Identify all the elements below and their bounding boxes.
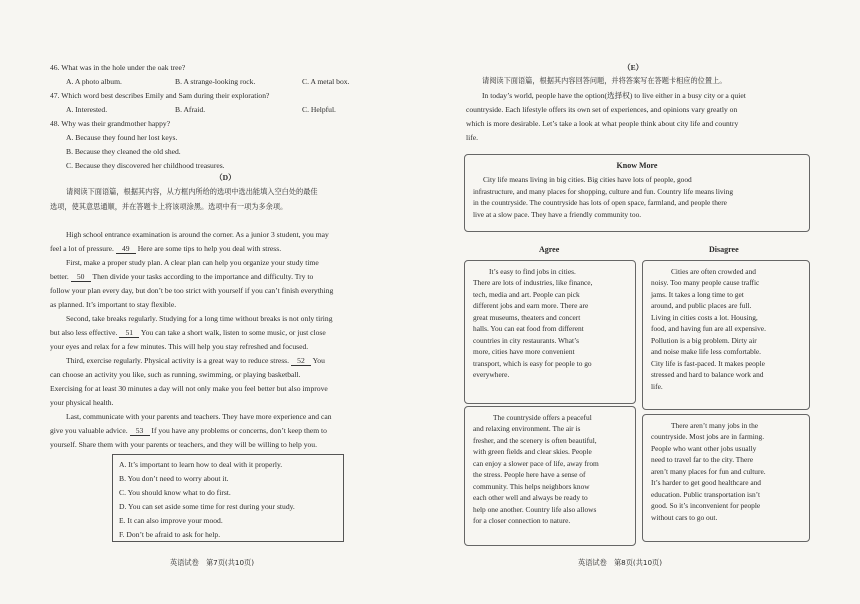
agree-city-line-7: countries in city restaurants. What’s (473, 335, 579, 345)
agree-country-line-2: and relaxing environment. The air is (473, 424, 581, 434)
agree-city-line-10: everywhere. (473, 370, 510, 380)
disagree-city-line-4: around, and public places are full. (651, 301, 752, 311)
right-page (430, 0, 860, 604)
text-segment: If you have any problems or concerns, don’t keep them to (151, 426, 327, 435)
text-segment: feel a lot of pressure. (50, 244, 114, 253)
intro-line-3: which is more desirable. Let’s take a look at what people think about city life and country (466, 119, 739, 128)
intro-line-4: life. (466, 133, 479, 142)
agree-city-line-6: halls. You can eat food from different (473, 324, 584, 334)
passage-d-p2-line-2 (50, 271, 313, 282)
passage-d-p1-line-2 (50, 243, 281, 254)
passage-d-p1-line-1: High school entrance examination is around the corner. As a junior 3 student, you may (66, 230, 329, 239)
intro-line-2: countryside. Each lifestyle offers its own set of experiences, and opinions vary greatly on (466, 105, 738, 114)
agree-country-line-6: the stress. People here have a sense of (473, 470, 586, 480)
passage-d-p4-line-1 (66, 355, 325, 366)
disagree-city-line-7: Pollution is a big problem. Dirty air (651, 335, 757, 345)
q46-option-a: A. A photo album. (66, 77, 122, 86)
text-segment: better. (50, 272, 69, 281)
question-47-stem: 47. Which word best describes Emily and Sam during their exploration? (50, 91, 270, 100)
know-more-title: Know More (616, 161, 658, 170)
passage-d-p3-line-3: your eyes and relax for a few minutes. This will help you stay refreshed and focused. (50, 342, 309, 351)
agree-heading: Agree (539, 245, 560, 254)
disagree-country-line-8: good. So it’s inconvenient for people (651, 501, 761, 511)
disagree-city-line-8: and noise make life less comfortable. (651, 347, 762, 357)
passage-d-p4-line-4: your physical health. (50, 398, 114, 407)
know-more-line-4: live at a slow pace. They have a friendly community too. (473, 209, 642, 219)
passage-d-p2-line-4: as planned. It’s important to stay flexible. (50, 300, 177, 309)
disagree-city-line-11: life. (651, 381, 663, 391)
text-segment: but also less effective. (50, 328, 118, 337)
text-segment: give you valuable advice. (50, 426, 128, 435)
option-a: A. It’s important to learn how to deal with it properly. (119, 460, 283, 469)
agree-city-line-2: There are lots of industries, like finance, (473, 278, 593, 288)
disagree-country-line-6: It’s harder to get good healthcare and (651, 478, 761, 488)
agree-city-line-4: different jobs and earn more. There are (473, 301, 589, 311)
blank-49: 49 (116, 244, 136, 254)
passage-d-p3-line-1: Second, take breaks regularly. Studying for a long time without breaks is not only tiring (66, 314, 333, 323)
agree-country-line-10: for a closer connection to nature. (473, 516, 571, 526)
question-48-stem: 48. Why was their grandmother happy? (50, 119, 171, 128)
agree-country-line-7: community. This helps neighbors know (473, 481, 590, 491)
option-f: F. Don’t be afraid to ask for help. (119, 530, 221, 539)
agree-city-line-9: transport, which is easy for people to go (473, 358, 592, 368)
disagree-country-box (642, 414, 810, 542)
know-more-line-3: in the countryside. The countryside has lots of open space, farmland, and people there (473, 198, 727, 208)
option-d: D. You can set aside some time for rest during your study. (119, 502, 295, 511)
q46-option-b: B. A strange-looking rock. (175, 77, 256, 86)
text-segment: You can take a short walk, listen to some music, or just close (140, 328, 326, 337)
passage-d-p3-line-2 (50, 327, 326, 338)
disagree-country-line-3: People who want other jobs usually (651, 443, 757, 453)
agree-country-box (464, 406, 636, 546)
q48-option-c: C. Because they discovered her childhood treasures. (66, 161, 225, 170)
question-46-stem: 46. What was in the hole under the oak tree? (50, 63, 186, 72)
option-c: C. You should know what to do first. (119, 488, 231, 497)
disagree-country-line-4: need to travel far to the city. There (651, 455, 753, 465)
disagree-city-line-10: stressed and hard to balance work and (651, 370, 764, 380)
section-e-instruction: 请阅读下面语篇，根据其内容回答问题，并将答案写在答题卡相应的位置上。 (482, 76, 727, 85)
disagree-city-line-9: City life is fast-paced. It makes people (651, 358, 765, 368)
disagree-city-line-3: jams. It takes a long time to get (651, 289, 744, 299)
text-segment: Here are some tips to help you deal with stress. (137, 244, 282, 253)
agree-city-line-8: more, cities have more convenient (473, 347, 575, 357)
disagree-country-line-2: countryside. Most jobs are in farming. (651, 432, 765, 442)
disagree-heading: Disagree (709, 245, 739, 254)
blank-51: 51 (119, 328, 139, 338)
disagree-country-line-5: aren’t many places for fun and culture. (651, 466, 766, 476)
option-b: B. You don’t need to worry about it. (119, 474, 229, 483)
agree-city-line-1: It’s easy to find jobs in cities. (489, 267, 576, 276)
q48-option-b: B. Because they cleaned the old shed. (66, 147, 181, 156)
agree-country-line-5: can enjoy a slower pace of life, away from (473, 458, 599, 468)
passage-d-p5-line-3: yourself. Share them with your parents or teachers, and they will be willing to help you. (50, 440, 317, 449)
passage-d-p2-line-1: First, make a proper study plan. A clear plan can help you organize your study time (66, 258, 319, 267)
text-segment: You (312, 356, 325, 365)
agree-country-line-4: with green fields and clear skies. People (473, 447, 592, 457)
passage-d-p2-line-3: follow your plan every day, but don’t be too strict with yourself if you can’t finish everything (50, 286, 334, 295)
disagree-city-line-5: Living in cities costs a lot. Housing, (651, 312, 758, 322)
passage-d-p4-line-3: Exercising for at least 30 minutes a day will not only make you feel better but also improve (50, 384, 328, 393)
passage-d-p5-line-2 (50, 425, 327, 436)
disagree-country-line-9: without cars to go out. (651, 512, 718, 522)
text-segment: Then divide your tasks according to the importance and difficulty. Try to (92, 272, 314, 281)
passage-d-p4-line-2: can choose an activity you like, such as running, swimming, or playing basketball. (50, 370, 301, 379)
agree-city-line-5: great museums, theaters and concert (473, 312, 581, 322)
blank-50: 50 (71, 272, 91, 282)
agree-country-line-1: The countryside offers a peaceful (493, 413, 592, 422)
text-segment: Third, exercise regularly. Physical activity is a great way to reduce stress. (66, 356, 290, 365)
options-box (112, 454, 344, 542)
disagree-city-line-1: Cities are often crowded and (671, 267, 756, 276)
section-d-instruction-line-2: 选项，使其意思通顺，并在答题卡上将该项涂黑。选项中有一项为多余项。 (50, 202, 288, 211)
know-more-line-2: infrastructure, and many places for shopping, culture and fun. Country life means living (473, 186, 734, 196)
agree-city-box (464, 260, 636, 404)
option-e: E. It can also improve your mood. (119, 516, 223, 525)
q46-option-c: C. A metal box. (302, 77, 350, 86)
disagree-country-line-1: There aren’t many jobs in the (671, 421, 759, 430)
q47-option-b: B. Afraid. (175, 105, 206, 114)
section-e-label: （E） (623, 63, 644, 72)
passage-d-p5-line-1: Last, communicate with your parents and teachers. They have more experience and can (66, 412, 332, 421)
agree-country-line-3: fresher, and the scenery is often beautiful, (473, 435, 597, 445)
q47-option-c: C. Helpful. (302, 105, 336, 114)
agree-city-line-3: tech, media and art. People can pick (473, 289, 580, 299)
disagree-city-box (642, 260, 810, 410)
page-footer-left: 英语试卷 第7页(共10页) (170, 558, 255, 567)
blank-52: 52 (291, 356, 311, 366)
intro-line-1: In today’s world, people have the option(选择权) to live either in a busy city or a quiet (482, 91, 746, 100)
agree-country-line-8: each other well and always be ready to (473, 493, 588, 503)
disagree-city-line-2: noisy. Too many people cause traffic (651, 278, 760, 288)
section-d-label: （D） (215, 173, 236, 182)
q48-option-a: A. Because they found her lost keys. (66, 133, 178, 142)
disagree-city-line-6: food, and having fun are all expensive. (651, 324, 766, 334)
page-footer-right: 英语试卷 第8页(共10页) (578, 558, 663, 567)
blank-53: 53 (130, 426, 150, 436)
disagree-country-line-7: education. Public transportation isn’t (651, 489, 761, 499)
section-d-instruction-line-1: 请阅读下面语篇，根据其内容，从方框内所给的选项中选出能填入空白处的最佳 (66, 187, 318, 196)
know-more-line-1: City life means living in big cities. Big cities have lots of people, good (483, 175, 692, 185)
q47-option-a: A. Interested. (66, 105, 108, 114)
agree-country-line-9: help one another. Country life also allows (473, 504, 597, 514)
know-more-box (464, 154, 810, 232)
